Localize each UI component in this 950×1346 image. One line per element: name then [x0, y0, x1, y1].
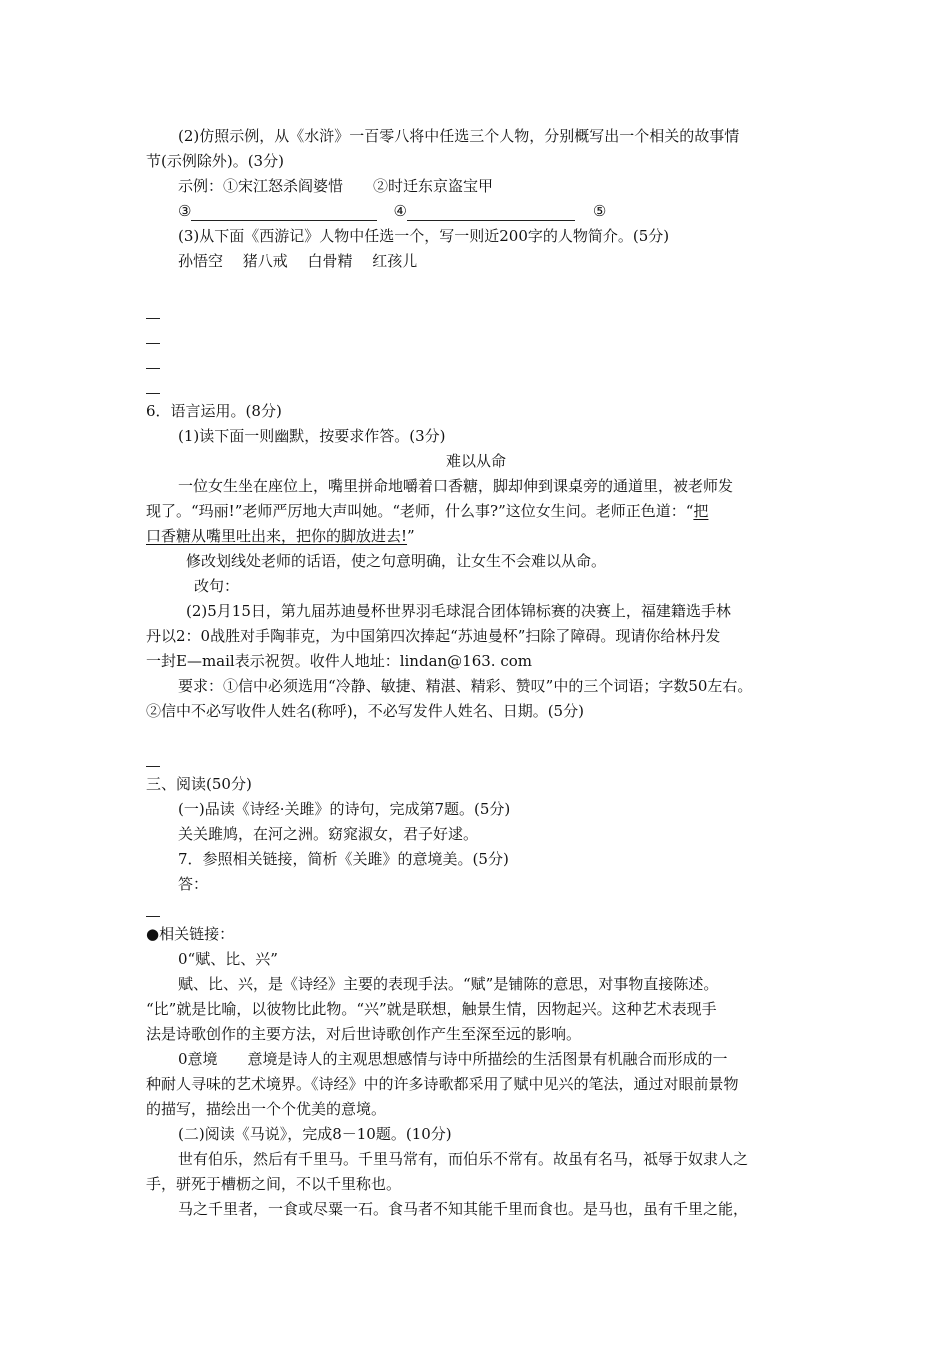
blank-4-label: ④ [393, 202, 407, 220]
answer-line [146, 393, 160, 394]
story-line3 [146, 526, 415, 546]
q6-part1: (1)读下面一则幽默，按要求作答。(3分) [178, 427, 446, 445]
q6-heading: 6．语言运用。(8分) [146, 402, 282, 420]
answer-line [146, 916, 160, 917]
section3-part1: (一)品读《诗经·关雎》的诗句，完成第7题。(5分) [178, 800, 511, 818]
underlined-speech: 口香糖从嘴里吐出来，把你的脚放进去! [146, 527, 408, 545]
story-line2 [146, 501, 708, 521]
answer-blank-3[interactable] [191, 204, 377, 221]
answer-line [146, 343, 160, 344]
mashuo-line2: 手，骈死于槽枥之间，不以千里称也。 [146, 1175, 402, 1193]
story-line2-text: 现了。“玛丽!”老师严厉地大声叫她。“老师，什么事?”这位女生问。老师正色道：“ [146, 502, 694, 520]
example-1: ①宋江怒杀阎婆惜 [223, 177, 344, 195]
underlined-speech-start: 把 [693, 502, 709, 520]
q5-example-row [178, 176, 493, 196]
q7-text: 7．参照相关链接，简析《关雎》的意境美。(5分) [178, 850, 509, 868]
yijing-line2: 种耐人寻味的艺术境界。《诗经》中的许多诗歌都采用了赋中见兴的笔法，通过对眼前景物 [146, 1075, 739, 1093]
story-title: 难以从命 [445, 452, 506, 470]
answer-blank-4[interactable] [407, 204, 575, 221]
q6-part2-line2: 丹以2：0战胜对手陶菲克，为中国第四次捧起“苏迪曼杯”扫除了障碍。现请你给林丹发 [146, 627, 721, 645]
q6-instruction: 修改划线处老师的话语，使之句意明确，让女生不会难以从命。 [186, 552, 607, 570]
mashuo-line1: 世有伯乐，然后有千里马。千里马常有，而伯乐不常有。故虽有名马，祗辱于奴隶人之 [178, 1150, 749, 1168]
q6-requirement-line2: ②信中不必写收件人姓名(称呼)，不必写发件人姓名、日期。(5分) [146, 702, 584, 720]
example-2: ②时迁东京盗宝甲 [373, 177, 494, 195]
q6-requirement-line1: 要求：①信中必须选用“冷静、敏捷、精湛、精彩、赞叹”中的三个词语；字数50左右。 [178, 677, 753, 695]
q5-part3: (3)从下面《西游记》人物中任选一个，写一则近200字的人物简介。(5分) [178, 227, 670, 245]
yijing-line1: 0意境 意境是诗人的主观思想感情与诗中所描绘的生活图景有机融合而形成的一 [178, 1050, 728, 1068]
q5-blank-row [178, 201, 606, 221]
poem-lines: 关关雎鸠，在河之洲。窈窕淑女，君子好逑。 [178, 825, 479, 843]
q5-part2-line2: 节(示例除外)。(3分) [146, 152, 284, 170]
section3-heading: 三、阅读(50分) [146, 775, 252, 793]
mashuo-line3: 马之千里者，一食或尽粟一石。食马者不知其能千里而食也。是马也，虽有千里之能， [178, 1200, 749, 1218]
story-line3-end: ” [407, 527, 415, 545]
blank-3-label: ③ [178, 202, 192, 220]
xiyouji-characters: 孙悟空 猪八戒 白骨精 红孩儿 [178, 252, 418, 270]
q6-part2-line3: 一封E—mail表示祝贺。收件人地址：lindan@163. com [146, 652, 532, 670]
q6-part2-line1: (2)5月15日，第九届苏迪曼杯世界羽毛球混合团体锦标赛的决赛上，福建籍选手林 [186, 602, 731, 620]
fubixing-subheading: 0“赋、比、兴” [178, 950, 278, 968]
yijing-line3: 的描写，描绘出一个个优美的意境。 [146, 1100, 387, 1118]
answer-line [146, 318, 160, 319]
story-line1: 一位女生坐在座位上，嘴里拼命地嚼着口香糖，脚却伸到课桌旁的通道里，被老师发 [178, 477, 734, 495]
rewrite-label: 改句： [194, 577, 240, 595]
section3-part2: (二)阅读《马说》，完成8－10题。(10分) [178, 1125, 452, 1143]
related-links-heading: ●相关链接： [146, 925, 235, 943]
answer-label: 答： [178, 875, 209, 893]
example-label: 示例： [178, 177, 224, 195]
blank-5-label: ⑤ [592, 202, 607, 220]
q5-part2-line1: (2)仿照示例，从《水浒》一百零八将中任选三个人物，分别概写出一个相关的故事情 [178, 127, 740, 145]
fubixing-line3: 法是诗歌创作的主要方法，对后世诗歌创作产生至深至远的影响。 [146, 1025, 582, 1043]
fubixing-line1: 赋、比、兴，是《诗经》主要的表现手法。“赋”是铺陈的意思，对事物直接陈述。 [178, 975, 719, 993]
fubixing-line2: “比”就是比喻，以彼物比此物。“兴”就是联想，触景生情，因物起兴。这种艺术表现手 [146, 1000, 717, 1018]
answer-line [146, 766, 160, 767]
answer-line [146, 368, 160, 369]
